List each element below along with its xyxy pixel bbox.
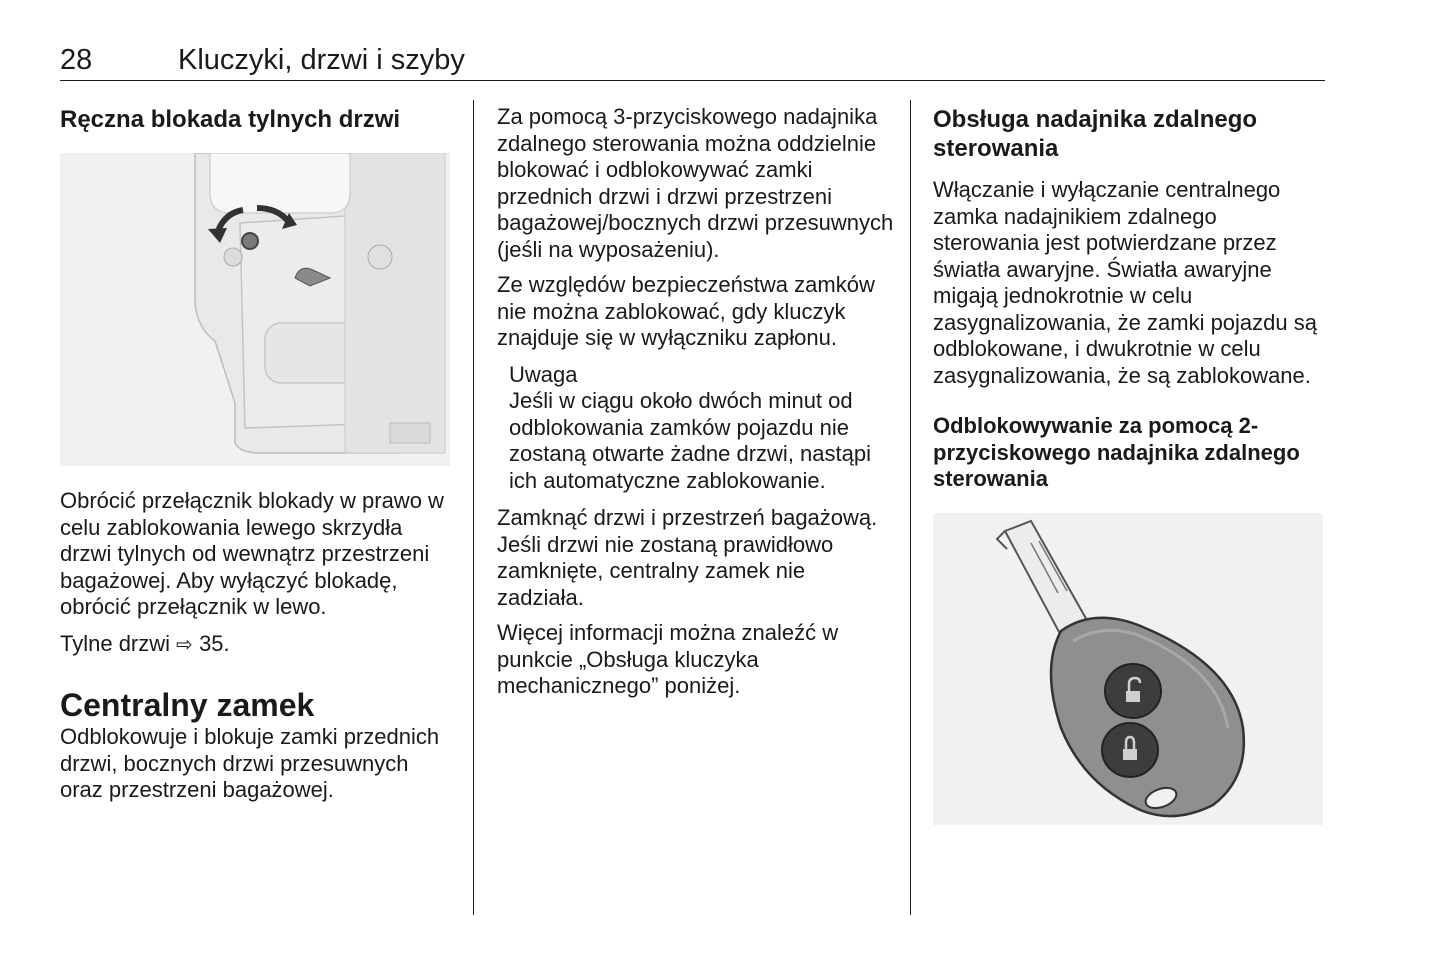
column-middle [497,104,897,700]
note-box [497,362,897,495]
manual-lock-paragraph: Obrócić przełącznik blokady w prawo w celu zablokowania lewego skrzydła drzwi tylnych od wewnątrz przestrzeni bagażowej. Aby wyłączyć blokadę, obrócić przełącznik w lewo. [60,488,444,619]
more-info-paragraph: Więcej informacji można znaleźć w punkcie „Obsługa kluczyka mechanicznego” poniżej. [497,620,839,698]
safety-paragraph: Ze względów bezpieczeństwa zamków nie można zablokować, gdy kluczyk znajduje się w wyłączniku zapłonu. [497,272,875,350]
close-doors-paragraph: Zamknąć drzwi i przestrzeń bagażową. Jeśli drzwi nie zostaną prawidłowo zamknięte, centralny zamek nie zadziała. [497,505,878,610]
rear-door-reference[interactable] [60,631,455,659]
remote-control-paragraph: Włączanie i wyłączanie centralnego zamka nadajnikiem zdalnego sterowania jest potwierdzane przez światła awaryjne. Światła awaryjne migają jednokrotnie w celu zasygnalizowania, że zamki pojazdu są odblokowane, i dwukrotnie w celu zasygnalizowania, że są zablokowane. [933,177,1317,388]
column-left [60,100,455,804]
column-divider [473,100,474,915]
remote-control-heading: Obsługa nadajnika zdalnego sterowania [933,106,1258,162]
column-right [933,100,1328,825]
central-lock-paragraph: Odblokowuje i blokuje zamki przednich drzwi, bocznych drzwi przesuwnych oraz przestrzeni bagażowej. [60,724,440,802]
central-lock-section-title: Centralny zamek [60,687,315,723]
page-number: 28 [60,44,93,76]
reference-text: Tylne drzwi [60,630,171,656]
three-button-remote-paragraph: Za pomocą 3-przyciskowego nadajnika zdalnego sterowania można oddzielnie blokować i odblokowywać zamki przednich drzwi i drzwi przestrzeni bagażowej/bocznych drzwi przesuwnych (jeśli na wyposażeniu). [497,104,894,262]
manual-lock-heading: Ręczna blokada tylnych drzwi [60,106,401,133]
page-header [60,44,1325,81]
chapter-title: Kluczyki, drzwi i szyby [178,44,465,76]
reference-page: 35. [199,630,230,656]
remote-key-illustration [933,513,1323,825]
two-button-remote-subheading: Odblokowywanie za pomocą 2-przyciskowego nadajnika zdalnego sterowania [933,413,1300,491]
note-title: Uwaga [509,361,578,387]
column-divider [910,100,911,915]
reference-arrow-icon: ⇨ [176,633,193,656]
rear-door-lock-illustration [60,153,450,466]
note-text: Jeśli w ciągu około dwóch minut od odblokowania zamków pojazdu nie zostaną otwarte żadne drzwi, nastąpi ich automatyczne zablokowanie. [509,388,871,493]
